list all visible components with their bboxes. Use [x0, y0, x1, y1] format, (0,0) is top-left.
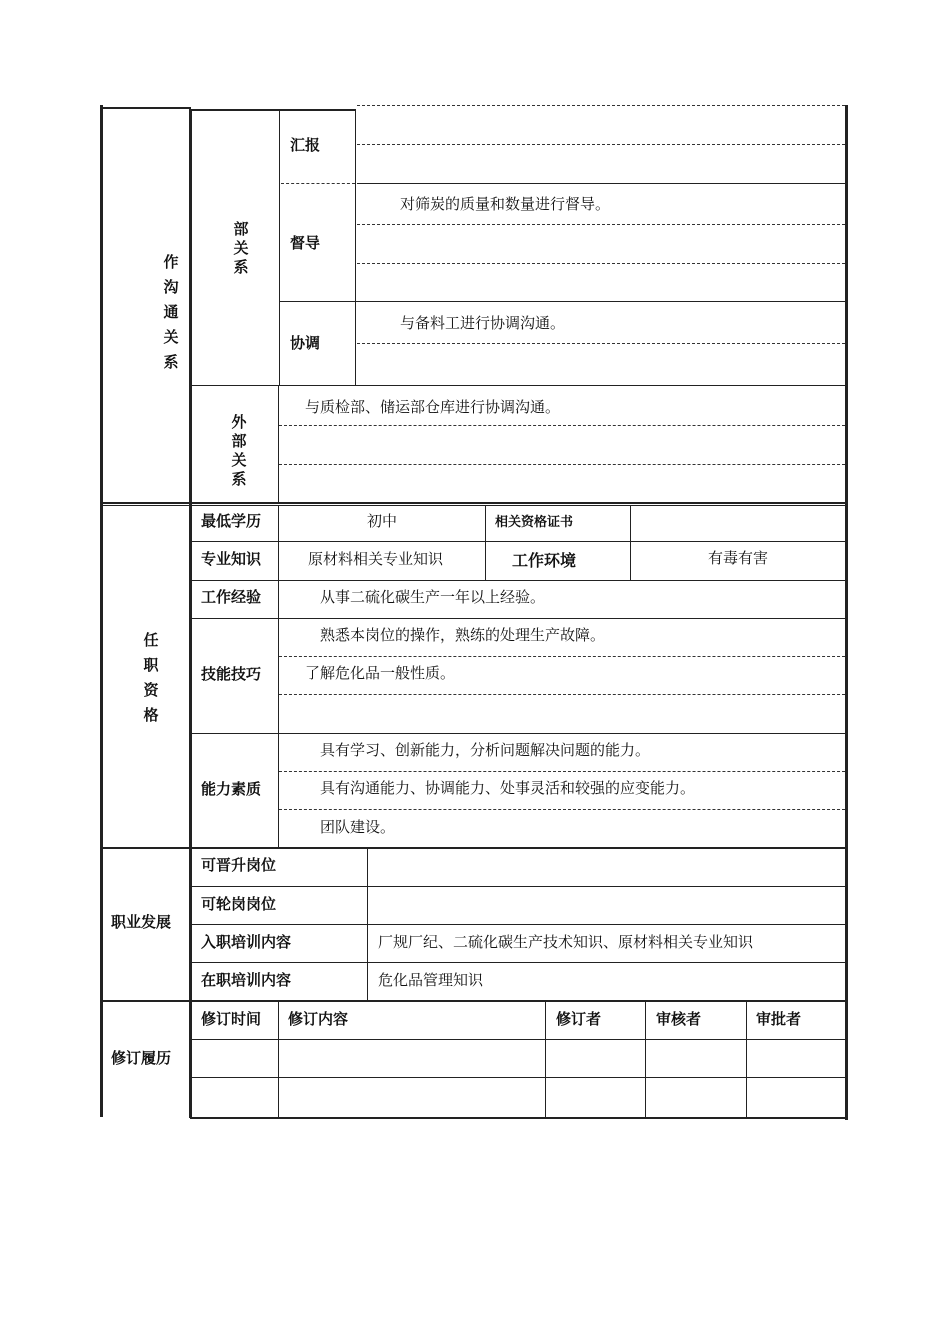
- revision-header-approver: 审批者: [756, 1010, 802, 1028]
- internal-title-char: 关: [233, 239, 249, 257]
- rotate-label: 可轮岗岗位: [201, 895, 277, 913]
- supervise-label: 督导: [290, 234, 321, 252]
- report-label: 汇报: [290, 136, 321, 154]
- skill-label: 技能技巧: [201, 665, 262, 683]
- external-title-char: 系: [231, 470, 247, 488]
- ability-label: 能力素质: [201, 780, 262, 798]
- revision-header-time: 修订时间: [201, 1010, 262, 1028]
- promote-label: 可晋升岗位: [201, 856, 277, 874]
- internal-relations-title: [230, 220, 252, 277]
- revision-header-reviewer: 审核者: [656, 1010, 702, 1028]
- ability-line: 具有学习、创新能力，分析问题解决问题的能力。: [320, 741, 651, 759]
- revision-header-content: 修订内容: [288, 1010, 349, 1028]
- ability-line: 具有沟通能力、协调能力、处事灵活和较强的应变能力。: [320, 779, 696, 797]
- cert-label: 相关资格证书: [495, 515, 574, 530]
- env-label: 工作环境: [512, 551, 577, 570]
- external-title-char: 关: [231, 451, 247, 469]
- qual-section-title: [140, 628, 162, 728]
- comm-title-char: 关: [163, 328, 179, 346]
- comm-section-title: [160, 250, 182, 375]
- external-title-char: 部: [231, 432, 247, 450]
- revision-header-reviser: 修订者: [556, 1010, 602, 1028]
- knowledge-value: 原材料相关专业知识: [308, 550, 444, 568]
- onboard-label: 入职培训内容: [201, 933, 292, 951]
- comm-title-char: 作: [163, 253, 179, 271]
- internal-title-char: 系: [233, 258, 249, 276]
- external-text: 与质检部、储运部仓库进行协调沟通。: [305, 398, 561, 416]
- qual-title-char: 格: [143, 706, 159, 724]
- career-section-title: 职业发展: [111, 913, 172, 931]
- comm-title-char: 通: [163, 303, 179, 321]
- skill-line: 熟悉本岗位的操作，熟练的处理生产故障。: [320, 626, 606, 644]
- onjob-label: 在职培训内容: [201, 971, 292, 989]
- comm-title-char: 沟: [163, 278, 179, 296]
- internal-title-char: 部: [233, 220, 249, 238]
- coord-label: 协调: [290, 334, 321, 352]
- edu-value: 初中: [366, 511, 397, 530]
- ability-line: 团队建设。: [320, 818, 396, 836]
- comm-title-char: 系: [163, 353, 179, 371]
- coord-text: 与备料工进行协调沟通。: [400, 314, 566, 332]
- external-title-char: 外: [231, 413, 247, 431]
- skill-line: 了解危化品一般性质。: [305, 664, 456, 682]
- env-value: 有毒有害: [707, 548, 768, 567]
- knowledge-label: 专业知识: [201, 550, 262, 568]
- onboard-value: 厂规厂纪、二硫化碳生产技术知识、原材料相关专业知识: [378, 933, 754, 951]
- supervise-text: 对筛炭的质量和数量进行督导。: [400, 195, 611, 213]
- onjob-value: 危化品管理知识: [378, 971, 484, 989]
- exp-value: 从事二硫化碳生产一年以上经验。: [320, 588, 546, 606]
- qual-title-char: 任: [143, 631, 159, 649]
- qual-title-char: 职: [143, 656, 159, 674]
- exp-label: 工作经验: [201, 588, 262, 606]
- edu-label: 最低学历: [201, 512, 262, 530]
- qual-title-char: 资: [143, 681, 159, 699]
- external-relations-title: [228, 413, 250, 489]
- revision-section-title: 修订履历: [111, 1049, 172, 1067]
